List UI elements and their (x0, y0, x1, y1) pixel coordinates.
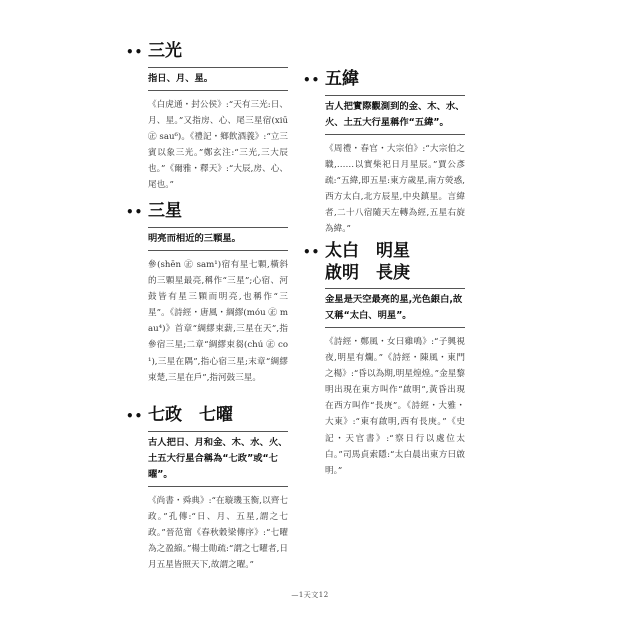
bullet-dots-icon: •• (126, 409, 144, 423)
entry-heading (126, 200, 288, 223)
entry-sanxing (126, 200, 288, 386)
entry-title: 五緯 (325, 69, 359, 89)
entry-heading (303, 240, 465, 284)
bullet-dots-icon: •• (126, 205, 144, 219)
entry-wuwei (303, 68, 465, 238)
entry-sanguang (126, 40, 288, 194)
bullet-dots-icon: •• (303, 245, 321, 259)
entry-taibai (303, 240, 465, 479)
entry-definition: 古人把實際觀測到的金、木、水、火、土五大行星稱作“五緯”。 (325, 96, 465, 135)
entry-heading (126, 40, 288, 63)
page-number: —1天文12 (291, 591, 329, 599)
entry-title: 三光 (148, 41, 182, 61)
entry-title: 三星 (148, 201, 182, 221)
entry-definition: 金星是天空最亮的星,光色銀白,故又稱“太白、明星”。 (325, 289, 465, 328)
bullet-dots-icon: •• (303, 73, 321, 87)
entry-title: 七政 七曜 (148, 405, 233, 425)
entry-text: 《尚書・舜典》:“在璇璣玉衡,以齊七政。”孔傳:“日、月、五星,謂之七政。”晉范甯《春秋穀梁傳序》:“七曜為之盈縮。”楊士勛疏:“謂之七曜者,日月五星皆照天下,故謂之曜。” (148, 496, 288, 571)
bullet-dots-icon: •• (126, 45, 144, 59)
entry-title-line: 啟明 長庚 (325, 263, 410, 283)
entry-text: 參(shēn ㊣ sam¹)宿有星七顆,橫斜的三顆星最亮,稱作“三星”;心宿、河鼓皆有星三顆而明亮,也稱作“三星”。《詩經・唐風・綢繆(móu ㊣ mau⁴)》首章“綢繆束薪,三星在天”,指參宿三星;二章“綢繆束芻(chú ㊣ co¹),三星在隅”,指心宿三星;末章“綢繆束楚,三星在戶”,指河鼓三星。 (148, 260, 288, 383)
entry-definition: 指日、月、星。 (148, 68, 288, 91)
entry-text: 《周禮・春官・大宗伯》:“大宗伯之職,……以實柴祀日月星辰。”賈公彥疏:“五緯,即五星:東方歲星,南方熒惑,西方太白,北方辰星,中央鎮星。言緯者,二十八宿隨天左轉為經,五星右旋為緯。” (325, 144, 465, 235)
entry-text: 《詩經・鄭風・女曰雞鳴》:“子興視夜,明星有爛。”《詩經・陳風・東門之楊》:“昏以為期,明星煌煌。”金星黎明出現在東方叫作“啟明”,黃昏出現在西方叫作“長庚”。《詩經・大雅・大東》:“東有啟明,西有長庚。”《史記・天官書》:“察日行以處位太白。”司馬貞索隱:“太白晨出東方曰啟明。” (325, 337, 465, 476)
entry-qizheng (126, 404, 288, 573)
entry-heading (126, 404, 288, 427)
entry-title-line: 太白 明星 (325, 241, 410, 261)
entry-text: 《白虎通・封公侯》:“天有三光:日、月、星。”又指房、心、尾三星宿(xiū ㊣ sau⁶)。《禮記・鄉飲酒義》:“立三賓以象三光。”鄭玄注:“三光,三大辰也。”《爾雅・釋天》:“大辰,房、心、尾也。” (148, 100, 288, 191)
entry-definition: 古人把日、月和金、木、水、火、土五大行星合稱為“七政”或“七曜”。 (148, 432, 288, 487)
entry-heading (303, 68, 465, 91)
entry-definition: 明亮而相近的三顆星。 (148, 228, 288, 251)
